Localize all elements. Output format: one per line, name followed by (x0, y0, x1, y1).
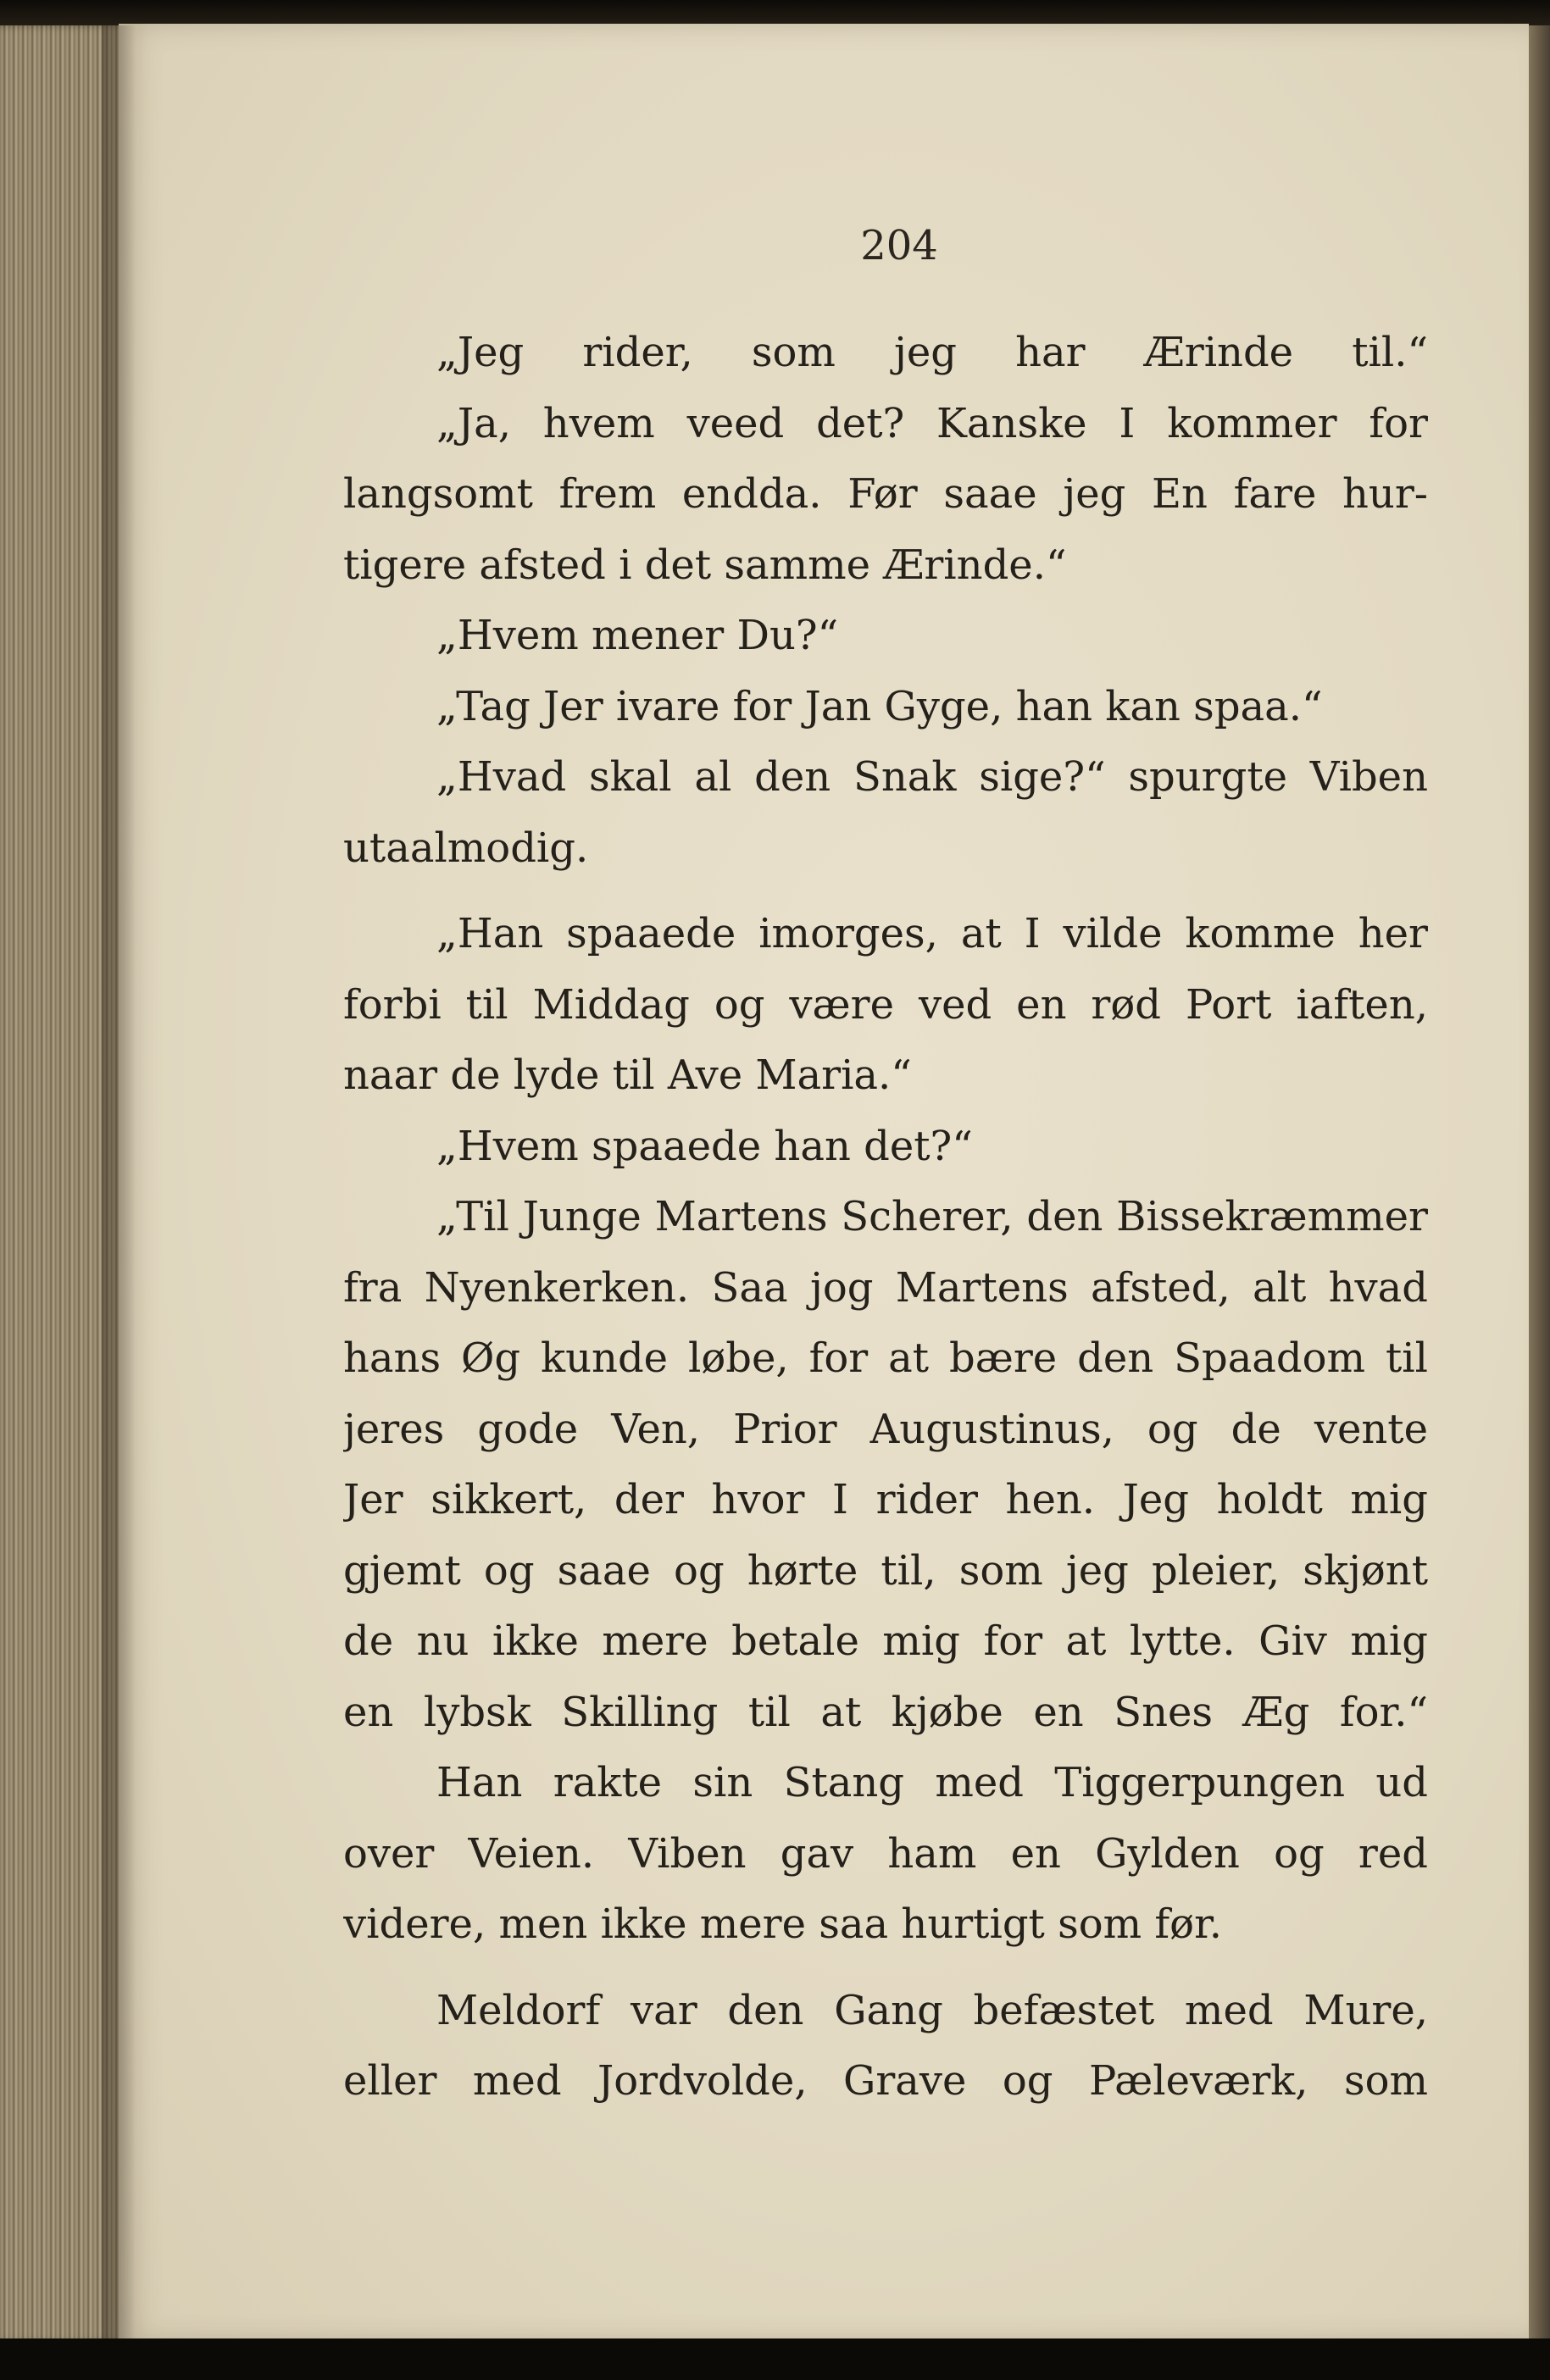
background-bottom (0, 2338, 1550, 2380)
text-line: tigere afsted i det samme Ærinde.“ (343, 541, 1067, 589)
text-line: de nu ikke mere betale mig for at lytte. Giv mig (343, 1617, 1428, 1665)
text-line: videre, men ikke mere saa hurtigt som før. (343, 1900, 1222, 1948)
text-line: „Tag Jer ivare for Jan Gyge, han kan spaa.“ (436, 682, 1323, 730)
text-line: over Veien. Viben gav ham en Gylden og red (343, 1829, 1428, 1878)
page-text (343, 318, 1428, 2117)
text-line: langsomt frem endda. Før saae jeg En fare hur- (343, 470, 1428, 518)
spine-shadow (102, 25, 136, 2343)
text-line: eller med Jordvolde, Grave og Pæleværk, som (343, 2057, 1428, 2105)
text-line: „Jeg rider, som jeg har Ærinde til.“ (436, 329, 1428, 376)
text-line: „Hvem spaaede han det?“ (436, 1122, 973, 1170)
text-line: naar de lyde til Ave Maria.“ (343, 1051, 912, 1099)
text-line: Jer sikkert, der hvor I rider hen. Jeg holdt mig (343, 1476, 1428, 1523)
text-line: Han rakte sin Stang med Tiggerpungen ud (436, 1759, 1428, 1806)
text-line: „Hvem mener Du?“ (436, 612, 839, 659)
text-line: en lybsk Skilling til at kjøbe en Snes Æg for.“ (343, 1688, 1428, 1736)
text-line: jeres gode Ven, Prior Augustinus, og de vente (343, 1405, 1428, 1453)
text-line: forbi til Middag og være ved en rød Port iaften, (343, 980, 1428, 1029)
text-line: utaalmodig. (343, 824, 589, 872)
text-line: „Hvad skal al den Snak sige?“ spurgte Viben (436, 753, 1428, 801)
text-line: „Ja, hvem veed det? Kanske I kommer for (436, 399, 1428, 447)
page-number: 204 (860, 222, 938, 269)
text-line: gjemt og saae og hørte til, som jeg pleier, skjønt (343, 1546, 1428, 1595)
text-line: hans Øg kunde løbe, for at bære den Spaadom til (343, 1334, 1428, 1382)
text-line: „Han spaaede imorges, at I vilde komme her (436, 910, 1428, 957)
text-line: fra Nyenkerken. Saa jog Martens afsted, alt hvad (343, 1263, 1428, 1312)
text-line: Meldorf var den Gang befæstet med Mure, (436, 1986, 1428, 2034)
text-line: „Til Junge Martens Scherer, den Bissekræmmer (436, 1193, 1428, 1240)
book-right-edge (1525, 25, 1550, 2343)
